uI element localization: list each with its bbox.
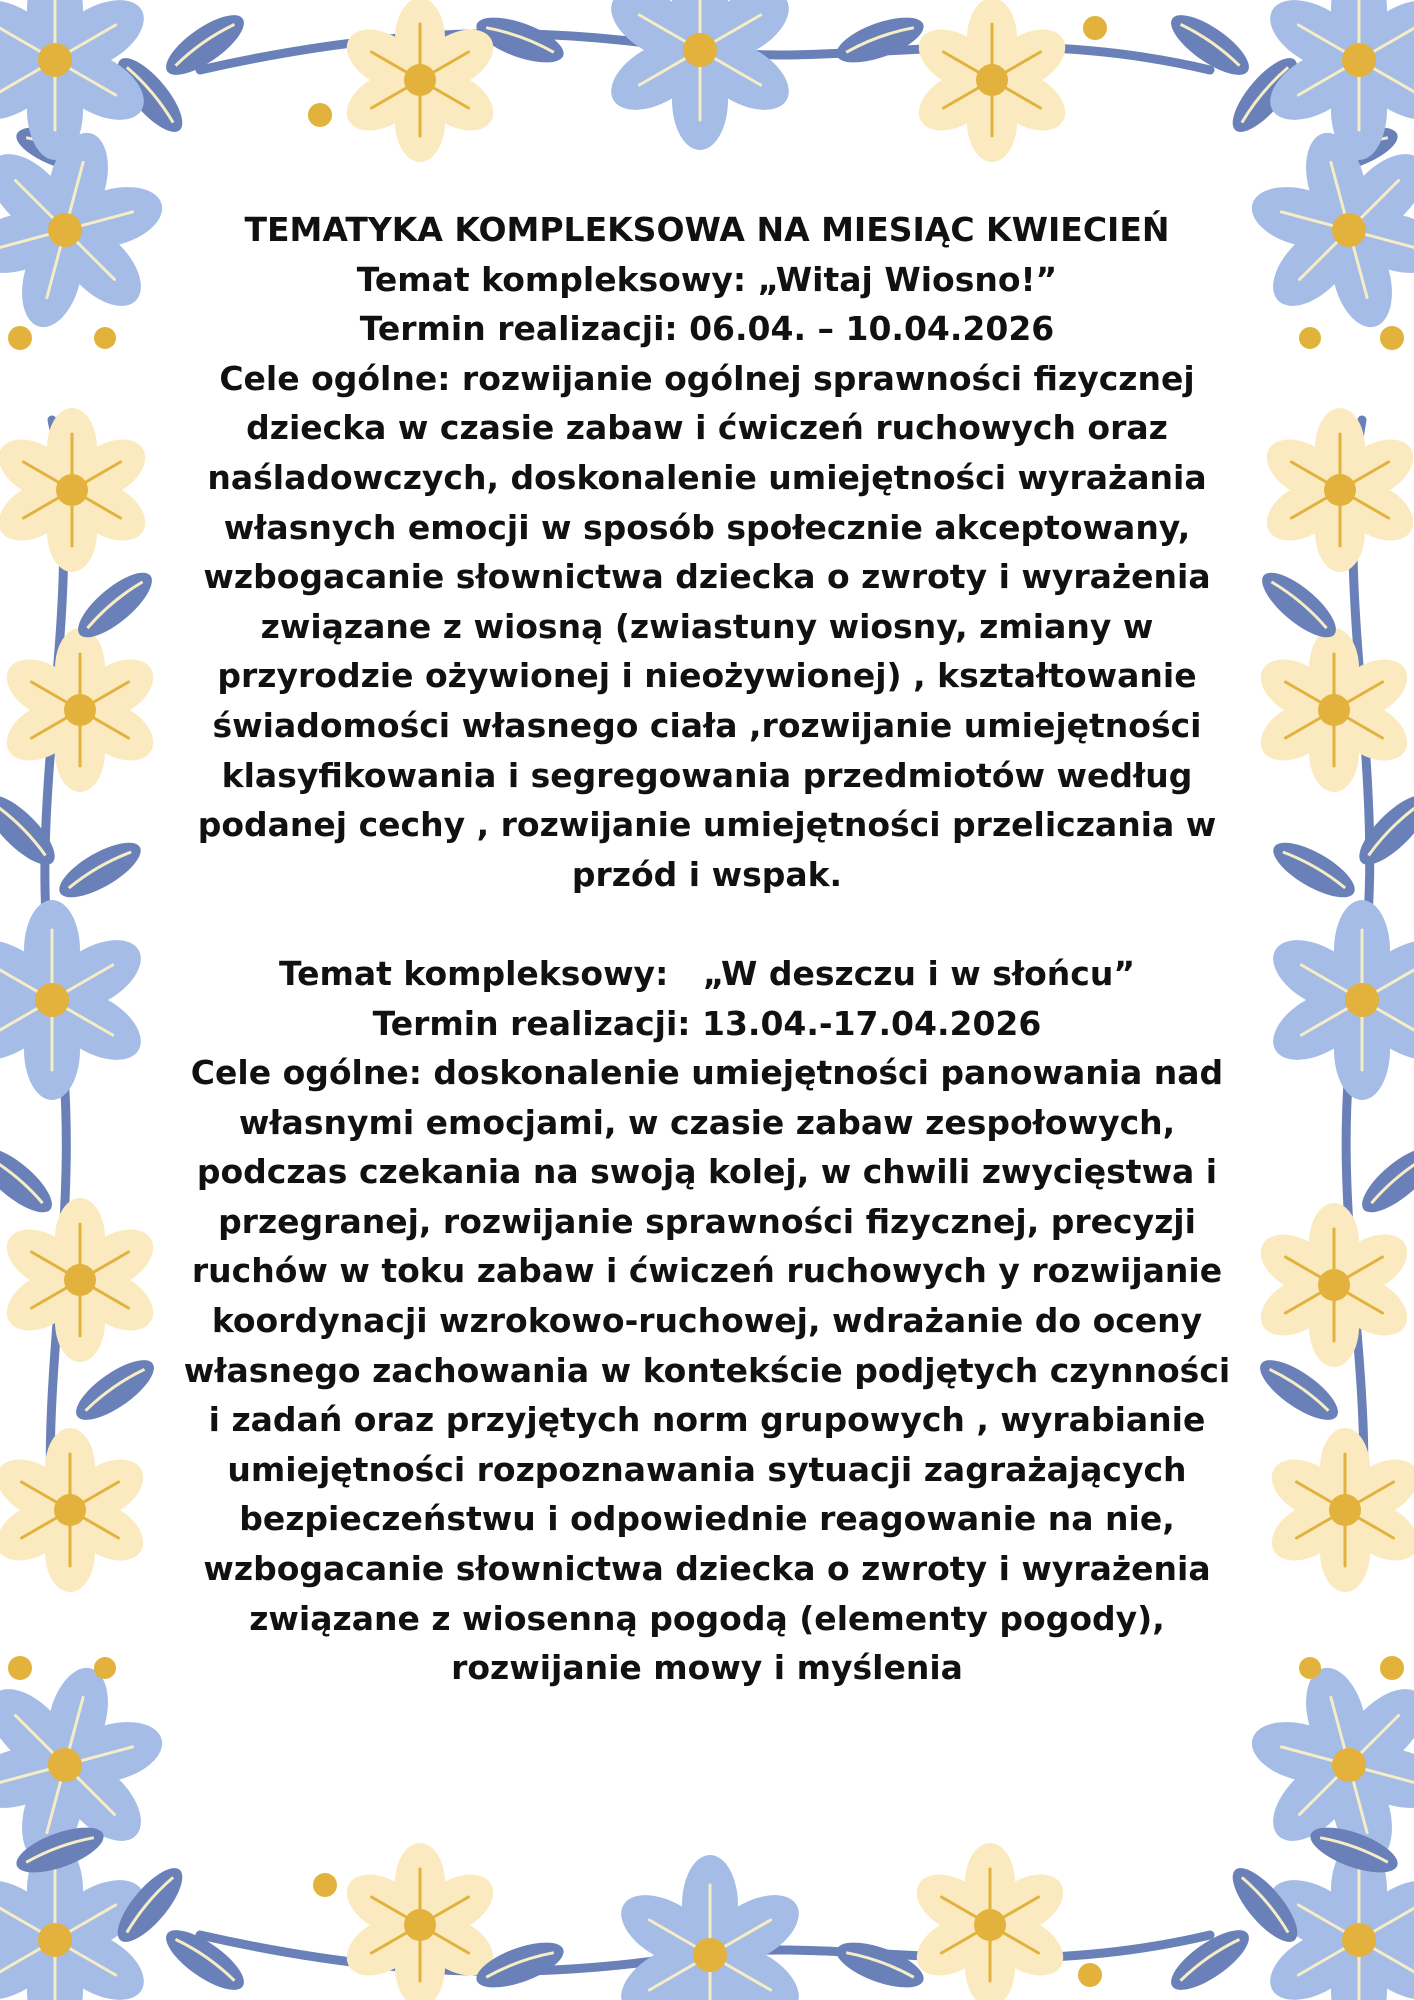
section-2-term: Termin realizacji: 13.04.-17.04.2026 [372, 1003, 1042, 1043]
document-body [180, 205, 1234, 1693]
section-1 [180, 205, 1234, 899]
section-1-goals: Cele ogólne: rozwijanie ogólnej sprawności fizycznej dziecka w czasie zabaw i ćwiczeń ruchowych oraz naśladowczych, doskonalenie umiejętności wyrażania własnych emocji w sposób społecznie akceptowany, wzbogacanie słownictwa dziecka o zwroty i wyrażenia związane z wiosną (zwiastuny wiosny, zmiany w przyrodzie ożywionej i nieożywionej) , kształtowanie świadomości własnego ciała ,rozwijanie umiejętności klasyfikowania i segregowania przedmiotów według podanej cechy , rozwijanie umiejętności przeliczania w przód i wspak. [197, 358, 1217, 894]
section-1-theme: Temat kompleksowy: „Witaj Wiosno!” [356, 259, 1058, 299]
main-title: TEMATYKA KOMPLEKSOWA NA MIESIĄC KWIECIEŃ [244, 210, 1170, 249]
section-2-goals: Cele ogólne: doskonalenie umiejętności panowania nad własnymi emocjami, w czasie zabaw zespołowych, podczas czekania na swoją kolej, w chwili zwycięstwa i przegranej, rozwijanie sprawności fizycznej, precyzji ruchów w toku zabaw i ćwiczeń ruchowych y rozwijanie koordynacji wzrokowo-ruchowej, wdrażanie do oceny własnego zachowania w kontekście podjętych czynności i zadań oraz przyjętych norm grupowych , wyrabianie umiejętności rozpoznawania sytuacji zagrażających bezpieczeństwu i odpowiednie reagowanie na nie, wzbogacanie słownictwa dziecka o zwroty i wyrażenia związane z wiosenną pogodą (elementy pogody), rozwijanie mowy i myślenia [183, 1053, 1231, 1688]
section-2-theme: Temat kompleksowy: „W deszczu i w słońcu” [278, 953, 1136, 993]
section-1-term: Termin realizacji: 06.04. – 10.04.2026 [359, 309, 1055, 349]
section-2 [180, 949, 1234, 1693]
